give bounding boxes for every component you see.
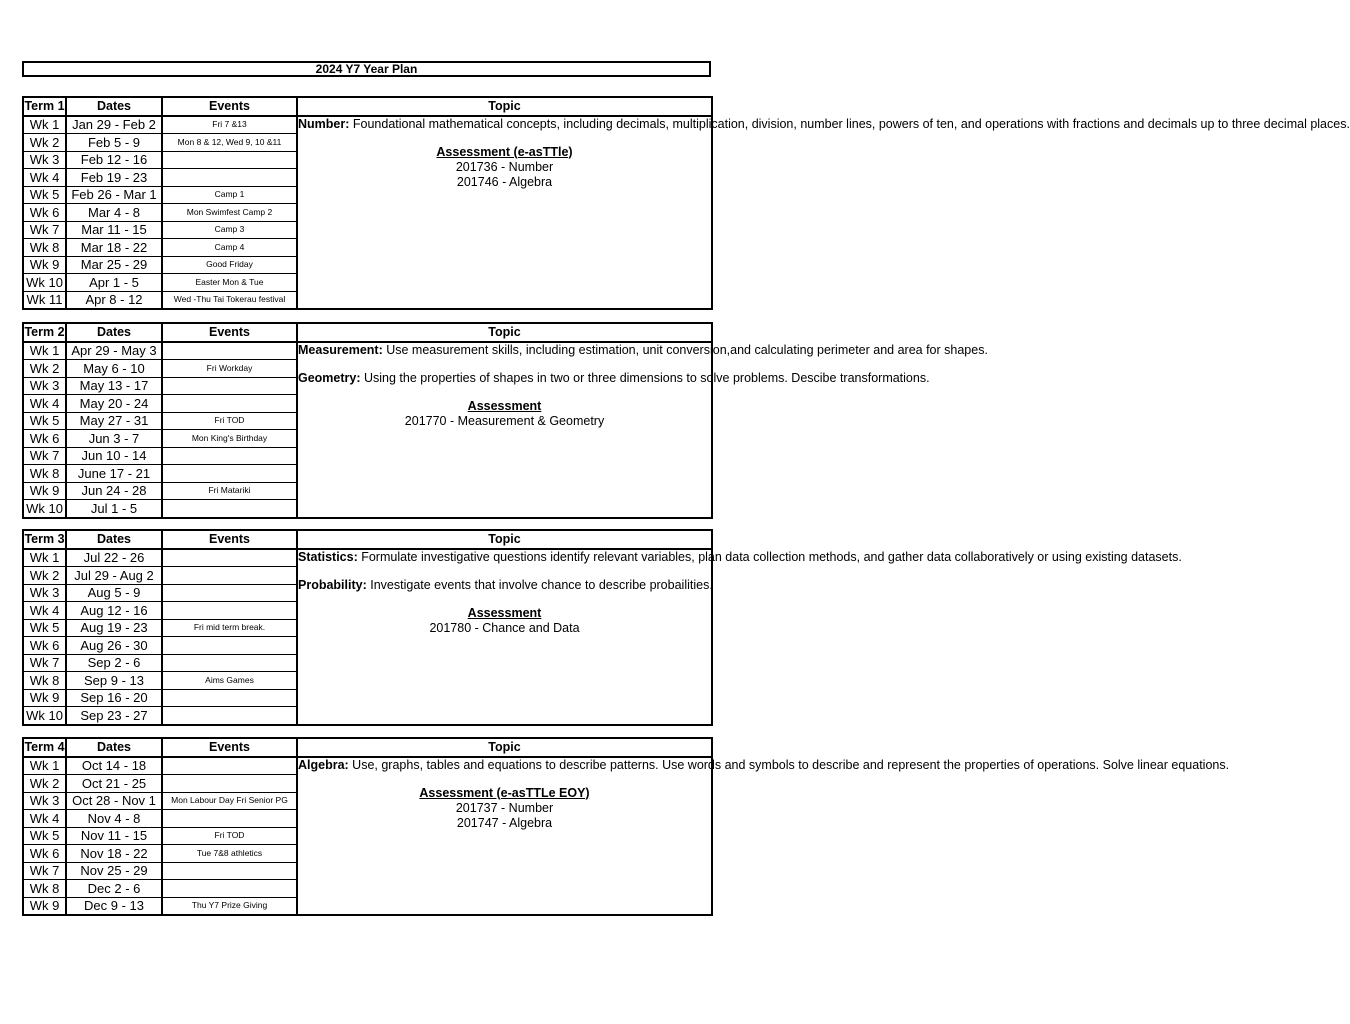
events-cell [162, 395, 297, 413]
events-cell [162, 637, 297, 655]
dates-cell: May 6 - 10 [66, 360, 162, 378]
topic-cell [297, 757, 1230, 916]
events-cell: Mon 8 & 12, Wed 9, 10 &11 [162, 134, 297, 152]
topic-header: Topic [297, 738, 712, 757]
week-cell: Wk 4 [23, 810, 66, 828]
assessment-block [298, 606, 711, 636]
dates-cell: Jul 22 - 26 [66, 549, 162, 567]
table-header-row [23, 738, 712, 757]
dates-cell: Sep 16 - 20 [66, 689, 162, 707]
dates-cell: Nov 25 - 29 [66, 862, 162, 880]
events-cell [162, 500, 297, 518]
week-cell: Wk 8 [23, 672, 66, 690]
events-cell [162, 757, 297, 775]
topic-label: Measurement: [298, 342, 383, 357]
dates-header: Dates [66, 530, 162, 549]
assessment-item: 201770 - Measurement & Geometry [404, 413, 605, 428]
week-cell: Wk 4 [23, 602, 66, 620]
topic-label: Statistics: [298, 549, 358, 564]
dates-cell: Aug 12 - 16 [66, 602, 162, 620]
events-cell: Mon King's Birthday [162, 430, 297, 448]
events-cell: Thu Y7 Prize Giving [162, 897, 297, 915]
assessment-item: 201747 - Algebra [456, 815, 553, 830]
events-cell [162, 584, 297, 602]
topic-description: Use, graphs, tables and equations to describe patterns. Use words and symbols to describe and represent the properties of operations. Solve linear equations. [348, 757, 1230, 772]
topic-paragraph [298, 578, 711, 593]
table-header-row [23, 323, 712, 342]
events-header: Events [162, 738, 297, 757]
dates-cell: May 27 - 31 [66, 412, 162, 430]
topic-label: Probability: [298, 577, 367, 592]
term-3-table [22, 529, 1182, 726]
dates-cell: Oct 28 - Nov 1 [66, 792, 162, 810]
dates-cell: Jun 3 - 7 [66, 430, 162, 448]
table-row [23, 116, 712, 134]
assessment-heading: Assessment (e-asTTle) [436, 144, 573, 159]
term-label: Term 2 [23, 323, 66, 342]
week-cell: Wk 10 [23, 500, 66, 518]
topic-paragraph [298, 370, 930, 386]
events-cell: Fri TOD [162, 412, 297, 430]
events-cell [162, 567, 297, 585]
events-cell: Aims Games [162, 672, 297, 690]
dates-cell: Apr 8 - 12 [66, 291, 162, 309]
term-2-table [22, 322, 988, 519]
dates-cell: Mar 25 - 29 [66, 256, 162, 274]
dates-cell: Aug 26 - 30 [66, 637, 162, 655]
assessment-block [298, 399, 711, 429]
week-cell: Wk 2 [23, 134, 66, 152]
events-cell [162, 465, 297, 483]
dates-cell: Jun 10 - 14 [66, 447, 162, 465]
week-cell: Wk 4 [23, 169, 66, 187]
events-cell: Mon Swimfest Camp 2 [162, 204, 297, 222]
week-cell: Wk 7 [23, 447, 66, 465]
week-cell: Wk 1 [23, 757, 66, 775]
events-cell [162, 707, 297, 725]
dates-cell: Sep 23 - 27 [66, 707, 162, 725]
dates-cell: Dec 2 - 6 [66, 880, 162, 898]
table-header-row [23, 530, 712, 549]
assessment-heading: Assessment [467, 605, 542, 620]
dates-header: Dates [66, 97, 162, 116]
topic-description: Formulate investigative questions identify relevant variables, plan data collection methods, and gather data collaboratively or using existing datasets. [357, 549, 1182, 564]
assessment-block [298, 145, 711, 190]
week-cell: Wk 7 [23, 862, 66, 880]
dates-cell: May 20 - 24 [66, 395, 162, 413]
week-cell: Wk 10 [23, 274, 66, 292]
week-cell: Wk 5 [23, 412, 66, 430]
events-cell: Easter Mon & Tue [162, 274, 297, 292]
week-cell: Wk 6 [23, 845, 66, 863]
dates-cell: Nov 11 - 15 [66, 827, 162, 845]
topic-header: Topic [297, 323, 712, 342]
week-cell: Wk 3 [23, 584, 66, 602]
table-row [23, 757, 712, 775]
events-cell: Fri Workday [162, 360, 297, 378]
week-cell: Wk 8 [23, 880, 66, 898]
dates-cell: Mar 4 - 8 [66, 204, 162, 222]
dates-cell: June 17 - 21 [66, 465, 162, 483]
events-cell [162, 151, 297, 169]
week-cell: Wk 7 [23, 221, 66, 239]
table-row [23, 342, 712, 360]
events-cell [162, 654, 297, 672]
week-cell: Wk 9 [23, 689, 66, 707]
term-4-table [22, 737, 1230, 916]
week-cell: Wk 9 [23, 897, 66, 915]
dates-cell: Aug 5 - 9 [66, 584, 162, 602]
dates-cell: Mar 11 - 15 [66, 221, 162, 239]
events-cell: Tue 7&8 athletics [162, 845, 297, 863]
dates-cell: Feb 19 - 23 [66, 169, 162, 187]
assessment-item: 201780 - Chance and Data [429, 620, 580, 635]
dates-cell: Dec 9 - 13 [66, 897, 162, 915]
dates-cell: Feb 26 - Mar 1 [66, 186, 162, 204]
dates-cell: Jul 29 - Aug 2 [66, 567, 162, 585]
dates-cell: Feb 5 - 9 [66, 134, 162, 152]
events-cell: Wed -Thu Tai Tokerau festival [162, 291, 297, 309]
topic-cell [297, 342, 988, 518]
term-label: Term 4 [23, 738, 66, 757]
events-cell [162, 447, 297, 465]
dates-header: Dates [66, 738, 162, 757]
events-cell [162, 880, 297, 898]
events-cell: Mon Labour Day Fri Senior PG [162, 792, 297, 810]
events-cell [162, 169, 297, 187]
events-cell [162, 342, 297, 360]
topic-label: Geometry: [298, 370, 361, 385]
week-cell: Wk 1 [23, 549, 66, 567]
events-cell [162, 689, 297, 707]
dates-cell: Nov 4 - 8 [66, 810, 162, 828]
week-cell: Wk 9 [23, 482, 66, 500]
topic-paragraph [298, 757, 1230, 773]
assessment-item: 201737 - Number [455, 800, 554, 815]
week-cell: Wk 2 [23, 775, 66, 793]
term-label: Term 3 [23, 530, 66, 549]
week-cell: Wk 6 [23, 637, 66, 655]
topic-description: Use measurement skills, including estimation, unit conversion,and calculating perimeter and area for shapes. [382, 342, 988, 357]
dates-cell: Sep 9 - 13 [66, 672, 162, 690]
topic-label: Algebra: [298, 757, 349, 772]
week-cell: Wk 6 [23, 204, 66, 222]
topic-cell [297, 116, 1350, 310]
assessment-item: 201746 - Algebra [456, 174, 553, 189]
dates-cell: Jan 29 - Feb 2 [66, 116, 162, 134]
topic-paragraph [298, 342, 988, 358]
week-cell: Wk 3 [23, 151, 66, 169]
events-cell: Fri Matariki [162, 482, 297, 500]
dates-cell: Sep 2 - 6 [66, 654, 162, 672]
dates-cell: Oct 21 - 25 [66, 775, 162, 793]
week-cell: Wk 10 [23, 707, 66, 725]
dates-cell: Jun 24 - 28 [66, 482, 162, 500]
events-header: Events [162, 323, 297, 342]
page-title: 2024 Y7 Year Plan [22, 61, 711, 77]
week-cell: Wk 5 [23, 619, 66, 637]
week-cell: Wk 9 [23, 256, 66, 274]
topic-description: Investigate events that involve chance to describe probailities. [366, 577, 713, 592]
events-cell [162, 602, 297, 620]
week-cell: Wk 6 [23, 430, 66, 448]
week-cell: Wk 2 [23, 360, 66, 378]
week-cell: Wk 5 [23, 827, 66, 845]
dates-cell: Jul 1 - 5 [66, 500, 162, 518]
dates-cell: Mar 18 - 22 [66, 239, 162, 257]
events-cell [162, 377, 297, 395]
events-cell: Fri 7 &13 [162, 116, 297, 134]
week-cell: Wk 2 [23, 567, 66, 585]
table-header-row [23, 97, 712, 116]
week-cell: Wk 11 [23, 291, 66, 309]
week-cell: Wk 7 [23, 654, 66, 672]
assessment-item: 201736 - Number [455, 159, 554, 174]
events-cell [162, 810, 297, 828]
dates-cell: Apr 29 - May 3 [66, 342, 162, 360]
assessment-heading: Assessment (e-asTTLe EOY) [419, 785, 590, 800]
topic-paragraph [298, 549, 1182, 565]
events-cell [162, 549, 297, 567]
term-1-table [22, 96, 1350, 310]
topic-description: Foundational mathematical concepts, including decimals, multiplication, division, number lines, powers of ten, and operations with fractions and decimals up to three decimal places. [349, 116, 1350, 131]
events-cell: Camp 1 [162, 186, 297, 204]
events-header: Events [162, 97, 297, 116]
week-cell: Wk 5 [23, 186, 66, 204]
week-cell: Wk 1 [23, 116, 66, 134]
dates-cell: May 13 - 17 [66, 377, 162, 395]
events-cell [162, 862, 297, 880]
week-cell: Wk 3 [23, 792, 66, 810]
events-cell: Fri mid term break. [162, 619, 297, 637]
events-cell: Camp 3 [162, 221, 297, 239]
dates-header: Dates [66, 323, 162, 342]
assessment-heading: Assessment [467, 398, 542, 413]
table-row [23, 549, 712, 567]
events-cell: Camp 4 [162, 239, 297, 257]
topic-header: Topic [297, 530, 712, 549]
dates-cell: Oct 14 - 18 [66, 757, 162, 775]
assessment-block [298, 786, 711, 831]
events-cell: Good Friday [162, 256, 297, 274]
topic-paragraph [298, 116, 1350, 132]
events-cell: Fri TOD [162, 827, 297, 845]
events-header: Events [162, 530, 297, 549]
term-label: Term 1 [23, 97, 66, 116]
dates-cell: Feb 12 - 16 [66, 151, 162, 169]
week-cell: Wk 8 [23, 239, 66, 257]
week-cell: Wk 4 [23, 395, 66, 413]
dates-cell: Aug 19 - 23 [66, 619, 162, 637]
topic-header: Topic [297, 97, 712, 116]
topic-description: Using the properties of shapes in two or three dimensions to solve problems. Descibe transformations. [360, 370, 930, 385]
dates-cell: Nov 18 - 22 [66, 845, 162, 863]
week-cell: Wk 3 [23, 377, 66, 395]
week-cell: Wk 1 [23, 342, 66, 360]
events-cell [162, 775, 297, 793]
topic-cell [297, 549, 1182, 725]
week-cell: Wk 8 [23, 465, 66, 483]
dates-cell: Apr 1 - 5 [66, 274, 162, 292]
topic-label: Number: [298, 116, 350, 131]
